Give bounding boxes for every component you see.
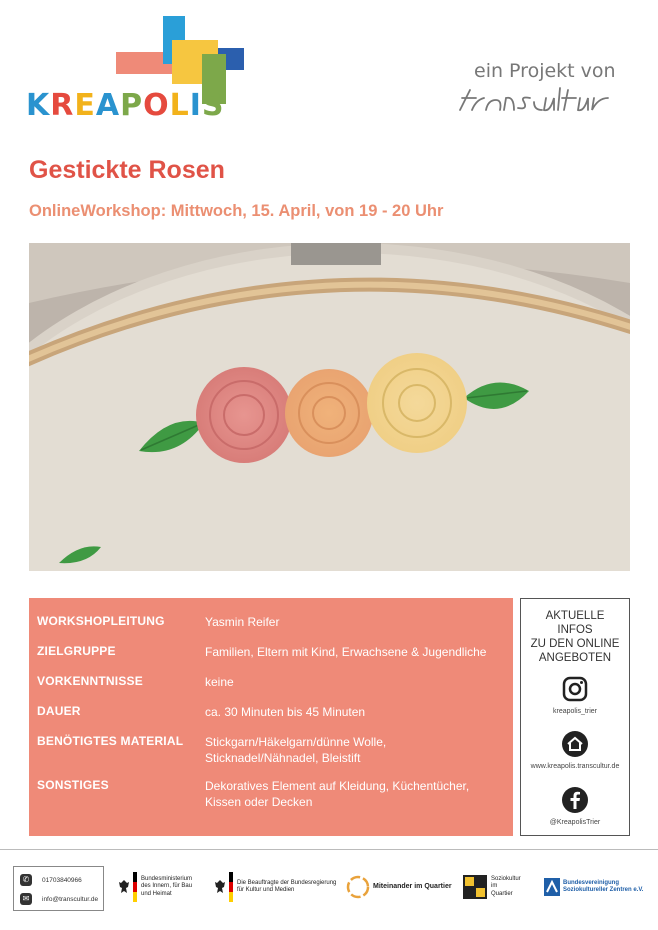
logo-letter: E: [74, 88, 96, 123]
phone-row: [20, 873, 82, 887]
transcultur-logo: [458, 84, 632, 116]
phone-icon: ✆: [20, 874, 32, 886]
info-label: ZIELGRUPPE: [37, 644, 116, 658]
contact-box: [13, 866, 104, 911]
logo-wordmark: [26, 88, 225, 123]
email-row: [20, 892, 98, 906]
info-value: Familien, Eltern mit Kind, Erwachsene & Jugendliche: [205, 645, 487, 659]
heading-line: ANGEBOTEN: [538, 652, 612, 664]
project-by-label: ein Projekt von: [474, 60, 616, 82]
info-value: Dekoratives Element auf Kleidung, Küchentücher, Kissen oder Decken: [205, 779, 470, 809]
sponsor-miq-text: Miteinander im Quartier: [373, 883, 452, 891]
info-value: keine: [205, 675, 234, 689]
sponsor-bmi-text: Bundesministerium des Innern, für Bau und Heimat: [141, 875, 193, 897]
instagram-caption[interactable]: kreapolis_trier: [553, 708, 597, 715]
footer-divider: [0, 849, 658, 850]
info-label: DAUER: [37, 704, 81, 718]
info-value: ca. 30 Minuten bis 45 Minuten: [205, 705, 366, 719]
sponsor-soziokultur: [462, 864, 521, 910]
home-icon[interactable]: [561, 730, 589, 758]
sponsor-bkm-text: Die Beauftragte der Bundesregierung für Kultur und Medien: [237, 879, 337, 893]
page-subtitle: OnlineWorkshop: Mittwoch, 15. April, von 19 - 20 Uhr: [29, 202, 444, 220]
online-info-heading: [521, 609, 629, 665]
miq-ring-icon: [346, 875, 370, 899]
page-title: Gestickte Rosen: [29, 156, 225, 184]
bsz-logo-icon: [544, 878, 560, 896]
embroidery-photo: [29, 243, 630, 571]
instagram-icon[interactable]: [561, 675, 589, 703]
logo-letter: K: [26, 88, 51, 123]
mail-icon: ✉: [20, 893, 32, 905]
german-flag-bar: [133, 872, 137, 902]
info-label: SONSTIGES: [37, 778, 109, 792]
logo-letter: S: [201, 88, 225, 123]
info-label: WORKSHOPLEITUNG: [37, 614, 165, 628]
email-address[interactable]: info@transcultur.de: [42, 895, 99, 903]
logo-letter: I: [189, 88, 202, 123]
info-label: BENÖTIGTES MATERIAL: [37, 734, 184, 748]
online-info-box: [520, 598, 630, 836]
heading-line: INFOS: [557, 624, 593, 636]
sponsor-bsz-text: Bundesvereinigung Soziokultureller Zentren e.V.: [563, 879, 644, 893]
german-flag-bar: [229, 872, 233, 902]
phone-number[interactable]: 01703840966: [42, 876, 82, 884]
sponsor-soz-text: Soziokultur im Quartier: [491, 875, 521, 897]
heading-line: ZU DEN ONLINE: [530, 638, 620, 650]
logo-letter: O: [143, 88, 170, 123]
sponsor-bkm: [214, 864, 336, 910]
heading-line: AKTUELLE: [545, 610, 605, 622]
sponsor-bmi: [118, 864, 192, 910]
soziokultur-icon: [462, 874, 488, 900]
info-value: Stickgarn/Häkelgarn/dünne Wolle, Sticknadel/Nähnadel, Bleistift: [205, 735, 387, 765]
facebook-caption[interactable]: @KreapolisTrier: [549, 819, 601, 826]
sponsor-bundesvereinigung: [544, 864, 643, 910]
eagle-icon: [214, 879, 226, 895]
website-caption[interactable]: www.kreapolis.transcultur.de: [530, 763, 620, 770]
logo-letter: L: [169, 88, 190, 123]
logo-letter: P: [120, 88, 144, 123]
logo-letter: A: [95, 88, 121, 123]
info-label: VORKENNTNISSE: [37, 674, 143, 688]
eagle-icon: [118, 879, 130, 895]
facebook-icon[interactable]: [561, 786, 589, 814]
logo-letter: R: [50, 88, 75, 123]
kreapolis-logo: [26, 14, 256, 124]
sponsor-miq: [346, 864, 452, 910]
workshop-info-box: [29, 598, 513, 836]
info-value: Yasmin Reifer: [205, 615, 280, 629]
